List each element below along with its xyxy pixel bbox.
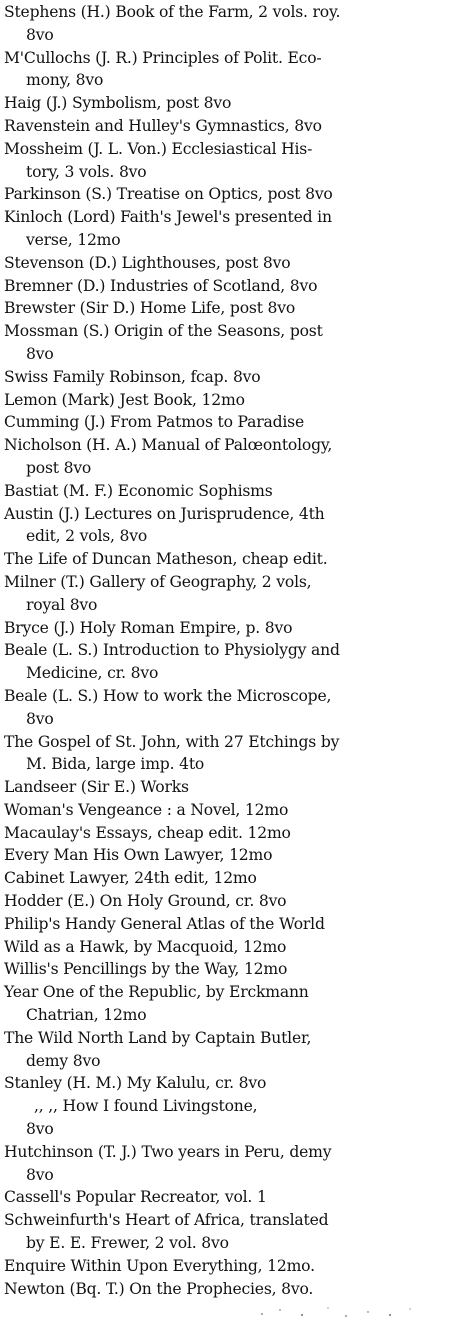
list-item (4, 685, 446, 731)
list-item (4, 1278, 446, 1301)
entry-title-line: Willis's Pencillings by the Way, 12mo (4, 960, 288, 979)
entry-title-line: Milner (T.) Gallery of Geography, 2 vols, (4, 572, 312, 591)
entry-title-line: Haig (J.) Symbolism, post 8vo (4, 94, 232, 113)
entry-continuation-line: royal 8vo (26, 595, 98, 614)
list-item (4, 206, 446, 252)
list-item (4, 1255, 446, 1278)
entry-title-line: Swiss Family Robinson, fcap. 8vo (4, 367, 261, 386)
list-item (4, 617, 446, 640)
list-item (4, 981, 446, 1027)
list-item (4, 480, 446, 503)
entry-title-line: Mossman (S.) Origin of the Seasons, post (4, 322, 323, 341)
list-item (4, 434, 446, 480)
entry-title-line: The Life of Duncan Matheson, cheap edit. (4, 550, 328, 569)
entry-title-line: Beale (L. S.) Introduction to Physiolygy and (4, 641, 340, 660)
list-item (4, 844, 446, 867)
entry-title-line: Stanley (H. M.) My Kalulu, cr. 8vo (4, 1074, 267, 1093)
list-item (4, 389, 446, 412)
entry-continuation-line: verse, 12mo (26, 230, 121, 249)
entry-title-line: Macaulay's Essays, cheap edit. 12mo (4, 823, 291, 842)
list-item (4, 548, 446, 571)
list-item (4, 411, 446, 434)
entry-title-line: Schweinfurth's Heart of Africa, translated (4, 1211, 329, 1230)
entry-title-line: Kinloch (Lord) Faith's Jewel's presented in (4, 208, 332, 227)
list-item (4, 1209, 446, 1255)
list-item (4, 252, 446, 275)
entry-continuation-line: post 8vo (26, 458, 92, 477)
entry-continuation-line: demy 8vo (26, 1051, 101, 1070)
list-item (4, 571, 446, 617)
list-item (4, 47, 446, 93)
entry-title-line: Brewster (Sir D.) Home Life, post 8vo (4, 299, 296, 318)
entry-continuation-line: Chatrian, 12mo (26, 1006, 147, 1025)
entry-title-line: Cabinet Lawyer, 24th edit, 12mo (4, 869, 257, 888)
list-item (4, 366, 446, 389)
entry-continuation-line: edit, 2 vols, 8vo (26, 527, 148, 546)
list-item (4, 92, 446, 115)
entry-continuation-line: tory, 3 vols. 8vo (26, 162, 147, 181)
list-item (4, 1186, 446, 1209)
list-item (4, 183, 446, 206)
list-item (4, 731, 446, 777)
entry-title-line: Landseer (Sir E.) Works (4, 778, 189, 797)
entry-continuation-line: 8vo (26, 344, 54, 363)
entry-title-line: Philip's Handy General Atlas of the World (4, 914, 325, 933)
list-item (4, 867, 446, 890)
entry-title-line: Cassell's Popular Recreator, vol. 1 (4, 1188, 267, 1207)
entry-title-line: Bryce (J.) Holy Roman Empire, p. 8vo (4, 618, 293, 637)
list-item (4, 776, 446, 799)
entry-title-line: The Gospel of St. John, with 27 Etchings by (4, 732, 340, 751)
list-item (4, 890, 446, 913)
entry-title-line: Cumming (J.) From Patmos to Paradise (4, 413, 304, 432)
list-item (4, 1095, 446, 1141)
entry-title-line: Mossheim (J. L. Von.) Ecclesiastical His- (4, 139, 313, 158)
list-item (4, 936, 446, 959)
list-item (4, 1072, 446, 1095)
list-item (4, 1, 446, 47)
entry-title-line: Enquire Within Upon Everything, 12mo. (4, 1256, 315, 1275)
list-item (4, 1027, 446, 1073)
entry-continuation-line: 8vo (26, 1120, 54, 1139)
entry-title-line: Bremner (D.) Industries of Scotland, 8vo (4, 276, 318, 295)
list-item (4, 275, 446, 298)
list-item (4, 913, 446, 936)
entry-title-line: The Wild North Land by Captain Butler, (4, 1028, 312, 1047)
entry-title-line: Year One of the Republic, by Erckmann (4, 983, 309, 1002)
entry-title-line: Stevenson (D.) Lighthouses, post 8vo (4, 253, 291, 272)
entry-title-line: Lemon (Mark) Jest Book, 12mo (4, 390, 245, 409)
entry-title-line: Nicholson (H. A.) Manual of Palœontology, (4, 436, 333, 455)
entry-title-line: Parkinson (S.) Treatise on Optics, post 8vo (4, 185, 333, 204)
entry-title-line: Ravenstein and Hulley's Gymnastics, 8vo (4, 116, 322, 135)
entry-title-line: Woman's Vengeance : a Novel, 12mo (4, 800, 289, 819)
book-list (4, 1, 446, 1300)
list-item (4, 320, 446, 366)
list-item (4, 503, 446, 549)
entry-title-line: Every Man His Own Lawyer, 12mo (4, 846, 273, 865)
list-item (4, 138, 446, 184)
entry-title-line: Wild as a Hawk, by Macquoid, 12mo (4, 937, 287, 956)
entry-continuation-line: mony, 8vo (26, 71, 104, 90)
entry-title-line: Austin (J.) Lectures on Jurisprudence, 4th (4, 504, 325, 523)
entry-title-line: Hodder (E.) On Holy Ground, cr. 8vo (4, 892, 287, 911)
list-item (4, 799, 446, 822)
entry-continuation-line: 8vo (26, 709, 54, 728)
entry-title-line: Bastiat (M. F.) Economic Sophisms (4, 481, 273, 500)
entry-title-line: Newton (Bq. T.) On the Prophecies, 8vo. (4, 1279, 314, 1298)
entry-title-line: M'Cullochs (J. R.) Principles of Polit. Eco- (4, 48, 322, 67)
print-specks-decoration (250, 1300, 430, 1322)
entry-continuation-line: 8vo (26, 25, 54, 44)
entry-continuation-line: M. Bida, large imp. 4to (26, 755, 205, 774)
entry-continuation-line: Medicine, cr. 8vo (26, 664, 159, 683)
entry-title-line: Beale (L. S.) How to work the Microscope, (4, 686, 332, 705)
list-item (4, 1141, 446, 1187)
entry-title-line: ,, ,, How I found Livingstone, (34, 1097, 258, 1116)
list-item (4, 958, 446, 981)
entry-title-line: Stephens (H.) Book of the Farm, 2 vols. roy. (4, 3, 341, 21)
list-item (4, 297, 446, 320)
list-item (4, 115, 446, 138)
entry-title-line: Hutchinson (T. J.) Two years in Peru, demy (4, 1142, 332, 1161)
list-item (4, 639, 446, 685)
entry-continuation-line: 8vo (26, 1165, 54, 1184)
list-item (4, 822, 446, 845)
entry-continuation-line: by E. E. Frewer, 2 vol. 8vo (26, 1234, 229, 1253)
